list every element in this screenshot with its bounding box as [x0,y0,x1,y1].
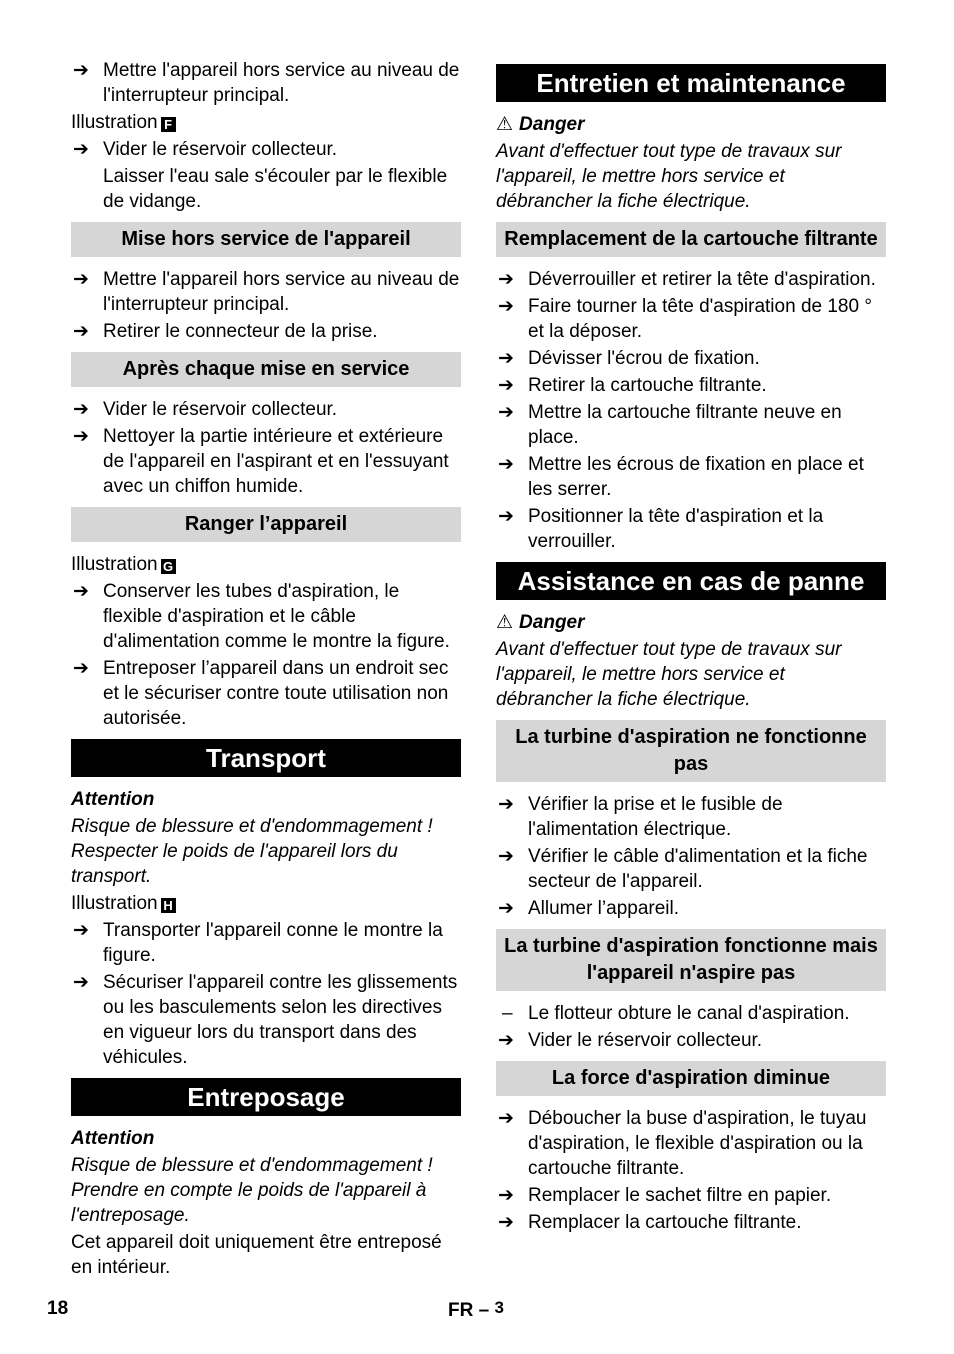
warning-text: Risque de blessure et d'endommagement ! Prendre en compte le poids de l'appareil à l'entreposage. [71,1155,433,1226]
section-heading: La force d'aspiration diminue [496,1061,886,1096]
chapter-heading: Entretien et maintenance [496,64,886,102]
list-item: ➔ Vider le réservoir collecteur. [498,1030,763,1051]
chapter-heading: Entreposage [71,1078,461,1116]
arrow-icon: ➔ [73,658,89,679]
list-item: ➔ Vider le réservoir collecteur. [73,139,338,160]
list-item: ➔ Mettre la cartouche filtrante neuve en place. [498,402,842,448]
arrow-icon: ➔ [498,269,514,290]
section-heading: Remplacement de la cartouche filtrante [496,222,886,257]
arrow-icon: ➔ [73,399,89,420]
list-item: ➔ Sécuriser l'appareil contre les glissements ou les basculements selon les directives en vigueur lors du transport dans des véhicules. [73,972,458,1068]
arrow-icon: ➔ [73,972,89,993]
list-item: ➔ Retirer la cartouche filtrante. [498,375,767,396]
arrow-icon: ➔ [73,60,89,81]
arrow-icon: ➔ [498,296,514,317]
chapter-heading: Assistance en cas de panne [496,562,886,600]
list-item: ➔ Déboucher la buse d'aspiration, le tuyau d'aspiration, le flexible d'aspiration ou la cartouche filtrante. [498,1108,867,1179]
arrow-icon: ➔ [73,920,89,941]
danger-label: ⚠ Danger [496,612,585,633]
arrow-icon: ➔ [498,898,514,919]
arrow-icon: ➔ [498,1030,514,1051]
list-item: ➔ Retirer le connecteur de la prise. [73,321,378,342]
list-item: ➔ Transporter l'appareil conne le montre la figure. [73,920,443,966]
arrow-icon: ➔ [498,348,514,369]
list-item: ➔ Mettre les écrous de fixation en place et les serrer. [498,454,864,500]
list-item: ➔ Positionner la tête d'aspiration et la verrouiller. [498,506,824,552]
right-column [496,58,886,1237]
list-item: ➔ Faire tourner la tête d'aspiration de 180 ° et la déposer. [498,296,872,342]
warning-icon: ⚠ [496,114,514,135]
list-item: ➔ Mettre l'appareil hors service au niveau de l'interrupteur principal. [73,60,460,106]
illustration-ref: Illustration H [71,891,461,916]
arrow-icon: ➔ [498,402,514,423]
list-item: ➔ Nettoyer la partie intérieure et extérieure de l'appareil en l'aspirant et en l'essuyant avec un chiffon humide. [73,426,449,497]
arrow-icon: ➔ [498,1212,514,1233]
paragraph: Cet appareil doit uniquement être entreposé en intérieur. [71,1232,442,1278]
warning-icon: ⚠ [496,612,514,633]
list-item: ➔ Allumer l’appareil. [498,898,680,919]
arrow-icon: ➔ [498,454,514,475]
arrow-icon: ➔ [498,846,514,867]
list-item: ➔ Entreposer l’appareil dans un endroit sec et le sécuriser contre toute utilisation non autorisée. [73,658,449,729]
figure-letter: G [161,559,176,574]
arrow-icon: ➔ [73,139,89,160]
section-heading: Mise hors service de l'appareil [71,222,461,257]
list-item: ➔ Vérifier la prise et le fusible de l'alimentation électrique. [498,794,783,840]
warning-text: Risque de blessure et d'endommagement ! Respecter le poids de l'appareil lors du transport. [71,816,433,887]
arrow-icon: ➔ [498,506,514,527]
attention-label: Attention [71,1128,155,1149]
figure-letter: F [161,117,176,132]
arrow-icon: ➔ [73,426,89,447]
figure-letter: H [161,898,176,913]
arrow-icon: ➔ [498,1108,514,1129]
list-item: ➔ Mettre l'appareil hors service au niveau de l'interrupteur principal. [73,269,460,315]
section-heading: La turbine d'aspiration ne fonctionne pas [496,720,886,782]
list-item: ➔ Dévisser l'écrou de fixation. [498,348,760,369]
section-heading: Après chaque mise en service [71,352,461,387]
page-number: 18 [47,1298,69,1319]
warning-text: Avant d'effectuer tout type de travaux sur l'appareil, le mettre hors service et débrancher la fiche électrique. [496,141,842,212]
attention-label: Attention [71,789,155,810]
list-item: ➔ Remplacer le sachet filtre en papier. [498,1185,832,1206]
arrow-icon: ➔ [498,1185,514,1206]
illustration-ref: Illustration G [71,552,461,577]
warning-text: Avant d'effectuer tout type de travaux sur l'appareil, le mettre hors service et débrancher la fiche électrique. [496,639,842,710]
arrow-icon: ➔ [73,321,89,342]
dash-icon: – [502,1003,513,1024]
arrow-icon: ➔ [73,581,89,602]
paragraph: Laisser l'eau sale s'écouler par le flexible de vidange. [103,166,448,212]
arrow-icon: ➔ [498,375,514,396]
chapter-heading: Transport [71,739,461,777]
list-item: ➔ Vider le réservoir collecteur. [73,399,338,420]
arrow-icon: ➔ [498,794,514,815]
list-item: – Le flotteur obture le canal d'aspiration. [502,1003,850,1024]
list-item: ➔ Déverrouiller et retirer la tête d'aspiration. [498,269,876,290]
section-heading: Ranger l’appareil [71,507,461,542]
arrow-icon: ➔ [73,269,89,290]
list-item: ➔ Remplacer la cartouche filtrante. [498,1212,802,1233]
danger-label: ⚠ Danger [496,114,585,135]
footer-language: FR – 3 [448,1298,504,1321]
section-heading: La turbine d'aspiration fonctionne mais l'appareil n'aspire pas [496,929,886,991]
left-column [71,58,461,1282]
list-item: ➔ Conserver les tubes d'aspiration, le flexible d'aspiration et le câble d'alimentation comme le montre la figure. [73,581,450,652]
list-item: ➔ Vérifier le câble d'alimentation et la fiche secteur de l'appareil. [498,846,868,892]
illustration-ref: Illustration F [71,110,461,135]
